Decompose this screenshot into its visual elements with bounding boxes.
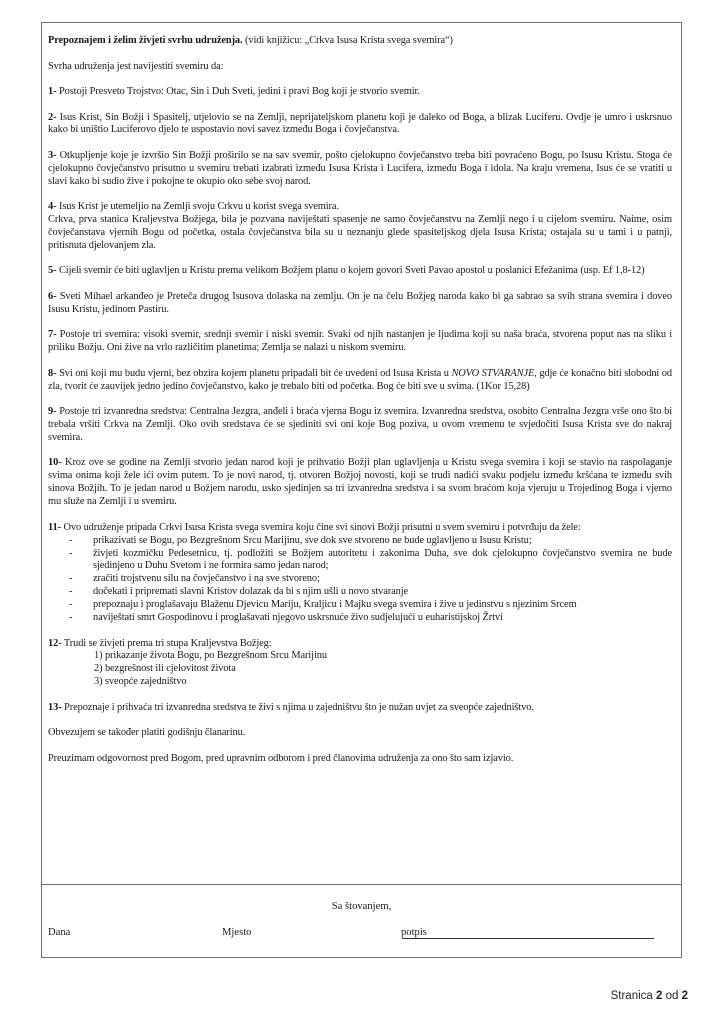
point-number: 12- xyxy=(48,637,62,649)
list-item xyxy=(48,586,672,599)
intro-bold: Prepoznajem i želim živjeti svrhu udruženja. xyxy=(48,35,243,46)
point-text: Postoji Presveto Trojstvo: Otac, Sin i Duh Sveti, jedini i pravi Bog koji je stvorio svemir. xyxy=(56,86,420,97)
point-7 xyxy=(48,329,672,355)
point-2 xyxy=(48,112,672,138)
list-item-text: zračiti trojstvenu silu na čovječanstvo i na sve stvoreno; xyxy=(93,573,320,585)
point-number: 11- xyxy=(48,521,61,533)
page-word: Stranica xyxy=(610,990,656,1002)
point-text: Postoje tri izvanredna sredstva: Centralna Jezgra, anđeli i braća vjerna Bogu iz svemira. Izvanredna sredstva, osobito Centralna Jezgra vrše ono što bi trebala vršiti Crkva na Zemlji. Oko ovih sredstava će se sjediniti svi oni koje Bog poziva, u ovom vremenu te svjedočiti Isusa Krista sve do nakraj svemira. xyxy=(48,406,672,443)
point-continuation: Crkva, prva stanica Kraljevstva Božjega, bila je pozvana naviještati spasenje ne samo čovječanstvu na Zemlji nego i u cijelom svemiru. Naime, osim čovječanstava vjernih Bogu od početka, ostala čovječanstva bila su u neznanju glede spasiteljskog djela Isusa Krista; ostajala su u tami i u patnji, pritisnuta djelovanjem zla. xyxy=(48,214,672,251)
of-word: od xyxy=(662,990,682,1002)
point-number: 13- xyxy=(48,701,62,713)
point-text: Otkupljenje koje je izvršio Sin Božji proširilo se na sav svemir, pošto cjelokupno čovječanstvo treba biti povraćeno Bogu, po Isusu Kristu. Stoga će cjelokupno čovječanstvo prisutno u svemiru trebati izabrati između Isusa Krista i Lucifera, između Boga i idola. Na kraju vremena, Isus će se vratiti u slavi kako bi sudio žive i pokojne te okupio oko sebe svoj narod. xyxy=(48,149,672,187)
point-number: 1- xyxy=(48,86,57,97)
pillar-item: 3) sveopće zajedništvo xyxy=(94,676,187,688)
point-13 xyxy=(48,702,672,715)
list-item xyxy=(48,599,672,612)
list-item-text: živjeti kozmičku Pedesetnicu, tj. podložiti se Božjem autoritetu i zakonima Duha, sve dok cjelokupno čovječanstvo svemira ne bude sjedinjeno u Duhu Svetom i ne formira samo jedan narod; xyxy=(93,547,672,572)
total-pages: 2 xyxy=(681,990,688,1002)
point-5 xyxy=(48,265,672,278)
date-label: Dana xyxy=(48,927,71,938)
point-italic-term: NOVO STVARANJE xyxy=(451,367,535,379)
point-6 xyxy=(48,291,672,317)
point-9 xyxy=(48,406,672,445)
point-number: 3- xyxy=(48,149,57,161)
point-number: 7- xyxy=(48,329,57,341)
point-text: Isus Krist, Sin Božji i Spasitelj, utjelovio se na Zemlji, neprijateljskom planetu koji je daleko od Boga, a blizak Luciferu. Ovdje je umro i uskrsnuo kako bi uništio Luciferovo djelo te uspostavio novi savez između Boga i čovječanstva. xyxy=(48,111,672,136)
signature-line[interactable] xyxy=(402,927,654,939)
list-item-text: dočekati i pripremati slavni Kristov dolazak da bi s njim ušli u novo stvaranje xyxy=(93,586,409,598)
point-text: Prepoznaje i prihvaća tri izvanredna sredstva te živi s njima u zajedništvu što je nužan uvjet za sveopće zajedništvo. xyxy=(61,701,534,713)
signature-section xyxy=(42,885,681,959)
point-12 xyxy=(48,638,672,651)
point-text: Ovo udruženje pripada Crkvi Isusa Krista svega svemira koju čine svi sinovi Božji prisutni u svem svemiru i potvrđuju da žele: xyxy=(60,521,581,533)
list-item xyxy=(48,548,672,574)
current-page: 2 xyxy=(656,990,663,1002)
point-11-list xyxy=(48,535,672,625)
point-number: 6- xyxy=(48,290,57,302)
place-label: Mjesto xyxy=(222,927,252,938)
point-text: Sveti Mihael arkanđeo je Preteča drugog Isusova dolaska na zemlju. On je na čelu Božjeg naroda kako bi ga sabrao sa svih strana svemira i doveo Isusu Kristu, jedinom Pastiru. xyxy=(48,290,672,315)
point-text: Isus Krist je utemeljio na Zemlji svoju Crkvu u korist svega svemira. xyxy=(56,201,339,213)
point-number: 9- xyxy=(48,406,57,418)
dash-bullet-icon: - xyxy=(69,586,73,598)
point-text: Postoje tri svemira: visoki svemir, srednji svemir i niski svemir. Svaki od njih nastanjen je ljudima koji su naša braća, stvorena poput nas na sliku i priliku Božju. Oni žive na vrlo različitim planetima; Zemlja se nalazi u niskom svemiru. xyxy=(48,329,672,354)
list-item-text: prepoznaju i proglašavaju Blaženu Djevicu Mariju, Kraljicu i Majku svega svemira i žive u jedinstvu s njezinim Srcem xyxy=(93,599,577,611)
point-number: 5- xyxy=(48,265,57,277)
point-number: 2- xyxy=(48,111,57,123)
pillar-item: 1) prikazanje života Bogu, po Bezgrešnom Srcu Marijinu xyxy=(94,650,327,662)
pillar-item: 2) bezgrešnost ili cjelovitost života xyxy=(94,663,236,675)
responsibility-statement: Preuzimam odgovornost pred Bogom, pred upravnim odborom i pred članovima udruženja za ono što sam izjavio. xyxy=(48,752,514,764)
dash-bullet-icon: - xyxy=(69,573,73,585)
point-text: Kroz ove se godine na Zemlji stvorio jedan narod koji je prihvatio Božji plan uglavljenja u Kristu svega svemira i koji se stavio na raspolaganje svima onima koji žele ići ovim putem. To je novi narod, tj. otvoren Božjoj novosti, koji se trudi nadići svaku podjelu između kršćana te između svih sinova Božjih. To je jedan narod u Božjem narodu, usko sjedinjen sa tri izvanredna sredstva i sa svom braćom koja vjeruju u Trojedinog Boga i vjerno mu služe na Zemlji i u svemiru. xyxy=(48,457,672,508)
list-item-text: prikazivati se Bogu, po Bezgrešnom Srcu Marijinu, sve dok sve stvoreno ne bude uglavljeno u Isusu Kristu; xyxy=(93,534,532,546)
point-8 xyxy=(48,368,672,394)
declaration-body xyxy=(48,35,672,778)
dash-bullet-icon: - xyxy=(69,534,73,546)
signature-row xyxy=(48,927,681,943)
point-1 xyxy=(48,86,672,99)
point-10 xyxy=(48,457,672,509)
declaration-frame xyxy=(41,22,682,958)
dash-bullet-icon: - xyxy=(69,547,73,559)
point-number: 8- xyxy=(48,367,57,379)
point-11 xyxy=(48,522,672,535)
point-text: Svi oni koji mu budu vjerni, bez obzira kojem planetu pripadali bit će uvedeni od Isusa Krista u xyxy=(56,367,452,379)
point-4 xyxy=(48,201,672,253)
lead-paragraph: Svrha udruženja jest navijestiti svemiru da: xyxy=(48,60,224,72)
dash-bullet-icon: - xyxy=(69,599,73,611)
point-text: Trudi se živjeti prema tri stupa Kraljevstva Božjeg: xyxy=(61,637,272,649)
point-text: , gdje će konačno biti slobodni od zla, tvorit će zauvijek jedno jedino čovječanstvo, kako je trebalo biti od početka. Bog će biti sve u svima. (1Kor 15,28) xyxy=(48,367,672,392)
signature-label: potpis xyxy=(401,927,427,938)
point-number: 4- xyxy=(48,201,57,213)
list-item xyxy=(48,535,672,548)
point-3 xyxy=(48,150,672,189)
point-number: 10- xyxy=(48,457,62,469)
intro-paragraph xyxy=(48,35,672,48)
point-text: Cijeli svemir će biti uglavljen u Kristu prema velikom Božjem planu o kojem govori Sveti Pavao apostol u poslanici Efežanima (usp. Ef 1,8-12) xyxy=(56,265,645,277)
intro-rest: (vidi knjižicu: „Crkva Isusa Krista svega svemira“) xyxy=(242,35,453,46)
pillars-list xyxy=(48,650,672,689)
list-item xyxy=(48,612,672,625)
list-item-text: naviještati smrt Gospodinovu i proglašavati njegovo uskrsnuće živo sudjelujući u euharistijskoj Žrtvi xyxy=(93,612,503,624)
dash-bullet-icon: - xyxy=(69,612,73,624)
list-item xyxy=(48,573,672,586)
regards-text: Sa štovanjem, xyxy=(331,901,392,912)
page-number xyxy=(611,990,688,1002)
membership-fee-statement: Obvezujem se također platiti godišnju članarinu. xyxy=(48,727,246,739)
